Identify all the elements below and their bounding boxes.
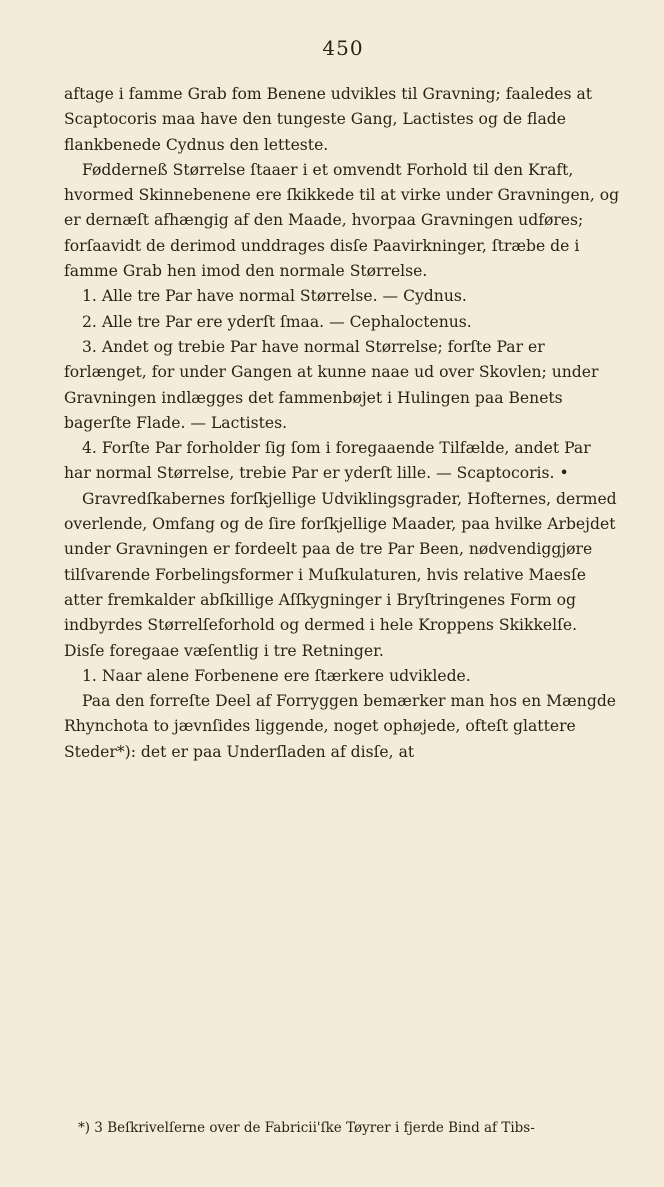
paragraph-1: aftage i famme Grab fom Benene udvikles til Gravning; faaledes at Scaptocoris maa have den tungeste Gang, Lactistes og de flade flankbenede Cydnus den letteste. [64, 85, 593, 154]
list-item-5: 1. Naar alene Forbenene ere ſtærkere udviklede. [82, 666, 471, 685]
paragraph-4: Paa den forreſte Deel af Forryggen bemærker man hos en Mængde Rhynchota to jævnſides liggende, noget ophøjede, ofteſt glattere Steder*): det er paa Underſladen af disſe, at [64, 692, 617, 761]
paragraph-2: Fødderneß Størrelse ſtaaer i et omvendt Forhold til den Kraft, hvormed Skinnebenene ere ſkikkede til at virke under Gravningen, og er dernæſt afhængig af den Maade, hvorpaa Gravningen udføres; forſaavidt de derimod unddrages disſe Paavirkninger, ſtræbe de i famme Grab hen imod den normale Størrelse. [64, 160, 620, 281]
list-item-1: 1. Alle tre Par have normal Størrelse. — Cydnus. [82, 287, 467, 306]
body-text [64, 82, 622, 765]
list-item-2: 2. Alle tre Par ere yderſt ſmaa. — Cephaloctenus. [82, 312, 472, 331]
list-item-3: 3. Andet og trebie Par have normal Størrelse; forſte Par er forlænget, for under Gangen at kunne naae ud over Skovlen; under Gravningen indlægges det fammenbøjet i Hulingen paa Benets bagerſte Flade. — Lactistes. [64, 337, 599, 432]
footnote: *) 3 Beſkrivelſerne over de Fabricii'ſke Tøyrer i fjerde Bind af Tibs- [78, 1120, 535, 1136]
list-item-4: 4. Forſte Par forholder ſig ſom i foregaaende Tilfælde, andet Par har normal Størrelse, trebie Par er yderſt lille. — Scaptocoris. • [64, 439, 591, 483]
paragraph-3: Gravredſkabernes forſkjellige Udviklingsgrader, Hofternes, dermed overlende, Omfang og de ſire forſkjellige Maader, paa hvilke Arbejdet under Gravningen er fordeelt paa de tre Par Been, nødvendiggjøre tilſvarende Forbelingsformer i Muſkulaturen, hvis relative Maesſe atter fremkalder abſkillige Aſſkygninger i Bryſtringenes Form og indbyrdes Størrelſeforhold og dermed i hele Kroppens Skikkelſe. Disſe foregaae væſentlig i tre Retninger. [64, 489, 617, 660]
page-number: 450 [322, 36, 364, 60]
